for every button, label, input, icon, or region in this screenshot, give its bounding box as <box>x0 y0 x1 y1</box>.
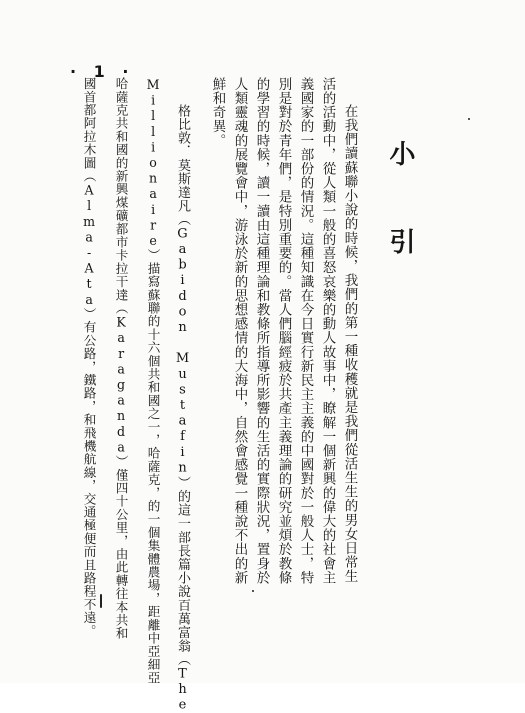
scan-mark <box>468 118 470 120</box>
text-column-1: 在我們讀蘇聯小說的時候，我們的第一種收穫就是我們從活生生的男女日常生 <box>341 104 358 584</box>
text-column-7: 鮮和奇異。 <box>209 77 226 148</box>
text-column-6: 人類靈魂的展覽會中，游泳於新的思想感情的大海中，自然會感覺一種說不出的新 <box>231 77 248 585</box>
text-column-10: 哈薩克共和國的新興煤礦都市卡拉干達（Karaganda）僅四十公里，由此轉往本共和 <box>113 77 129 640</box>
chapter-title: 小 引 <box>385 140 415 270</box>
text-column-2: 活的活動中，從人類一般的喜怒哀樂的動人故事中，瞭解一個新興的偉大的社會主 <box>319 77 336 585</box>
page-number: · 1 · <box>70 62 135 81</box>
text-column-9: Millionaire）描寫蘇聯的十六個共和國之一，哈薩克，的一個集體農場，距離中亞細亞 <box>145 77 161 685</box>
text-column-5: 的學習的時候，讀一讀由這種理論和教條所指導所影響的生活的實際狀況，置身於 <box>253 77 270 585</box>
text-column-3: 義國家的一部份的情況。這種知識在今日實行新民主主義的中國對於一般人士，特 <box>297 77 314 585</box>
text-column-8: 格比敦．莫斯達凡（Gabidon Mustafin）的這一部長篇小說百萬富翁（The <box>175 104 190 713</box>
scan-mark <box>252 590 254 592</box>
text-column-4: 別是對於青年們，是特別重要的。當人們腦經疲於共產主義理論的研究並煩於教條 <box>275 77 292 585</box>
text-column-11: 國首都阿拉木圖（Alma-Ata）有公路，鐵路，和飛機航線，交通極便而且路程不遠。 <box>81 77 97 638</box>
scan-mark <box>100 594 102 608</box>
